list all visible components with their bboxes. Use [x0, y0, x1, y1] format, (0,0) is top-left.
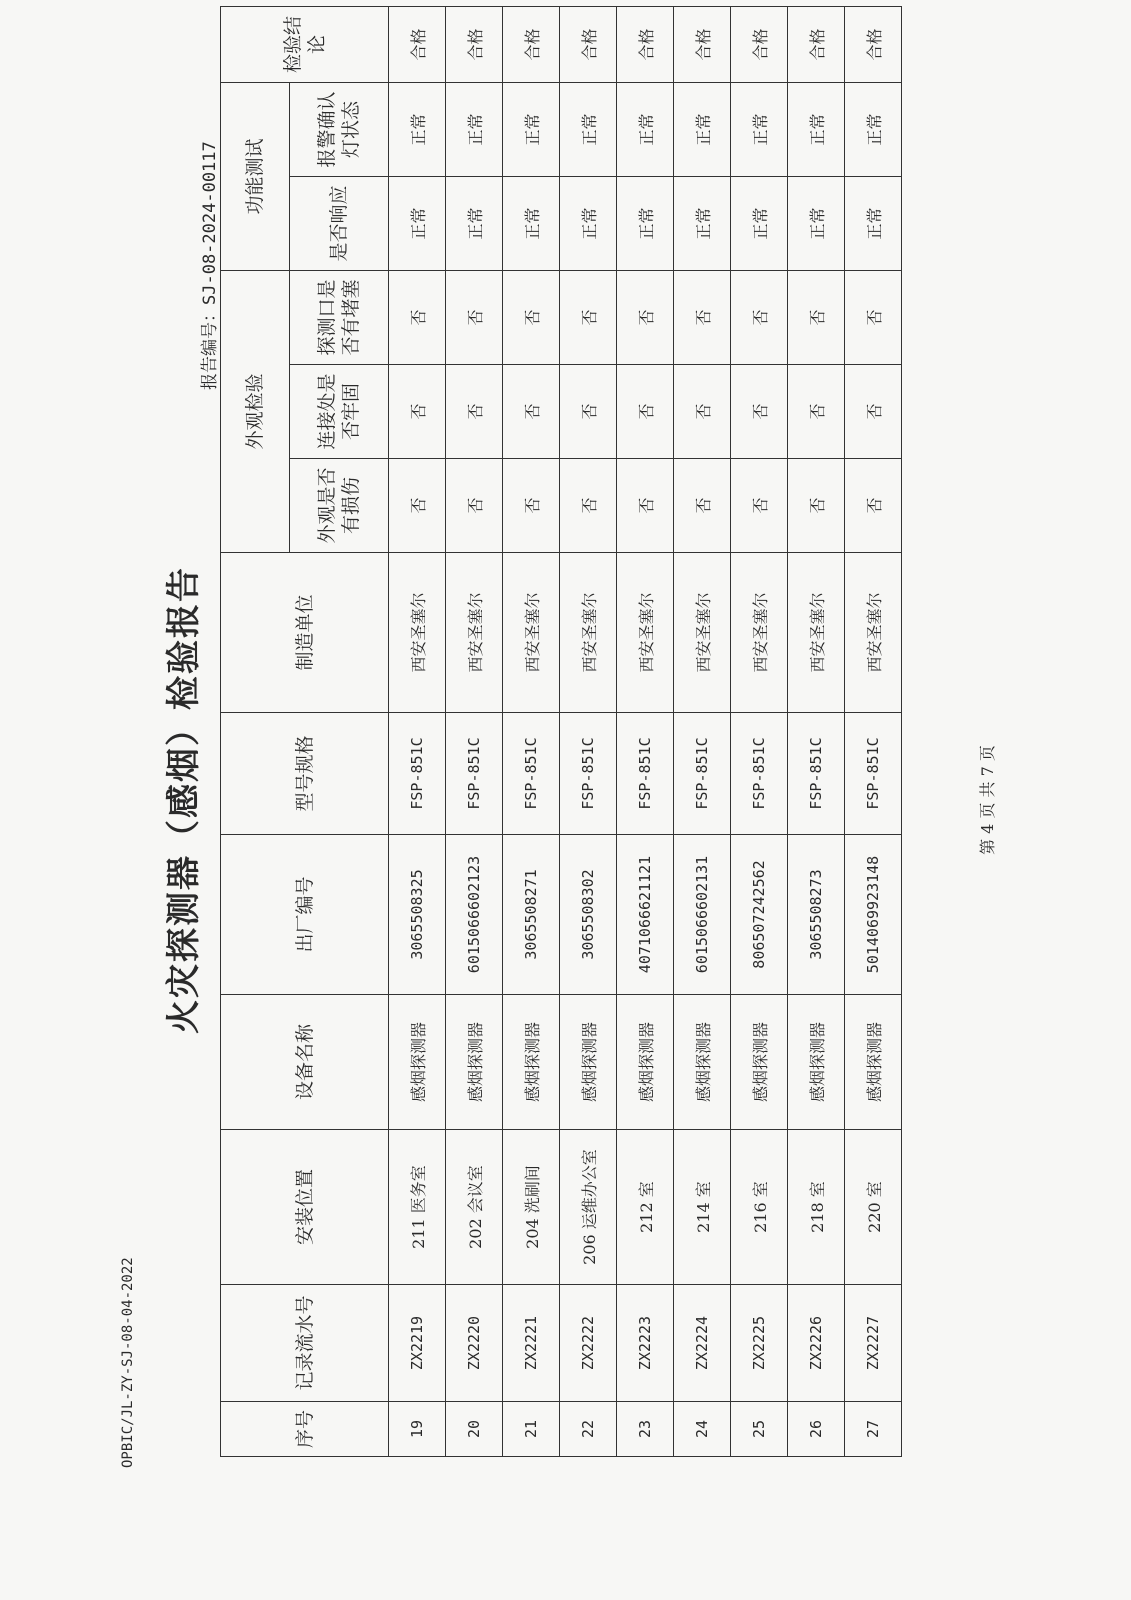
header-conclusion: 检验结论 — [221, 6, 389, 82]
table-row — [389, 6, 446, 1456]
cell-location: 214 室 — [674, 1130, 731, 1285]
cell-damage: 否 — [788, 459, 845, 553]
cell-conclusion: 合格 — [731, 6, 788, 82]
header-app-damage: 外观是否有损伤 — [290, 459, 389, 553]
cell-conclusion: 合格 — [674, 6, 731, 82]
document-code: OPBIC/JL-ZY-SJ-08-04-2022 — [120, 1257, 136, 1468]
cell-serial: 6015066602123 — [446, 835, 503, 995]
cell-response: 正常 — [845, 177, 902, 271]
cell-record-no: ZX2219 — [389, 1285, 446, 1402]
cell-manufacturer: 西安圣塞尔 — [788, 553, 845, 713]
cell-location: 212 室 — [617, 1130, 674, 1285]
cell-response: 正常 — [503, 177, 560, 271]
header-function: 功能测试 — [221, 82, 290, 270]
cell-seq: 21 — [503, 1402, 560, 1457]
cell-seq: 23 — [617, 1402, 674, 1457]
cell-connection: 否 — [446, 365, 503, 459]
cell-location: 211 医务室 — [389, 1130, 446, 1285]
cell-blocked: 否 — [845, 271, 902, 365]
cell-alarm: 正常 — [674, 82, 731, 176]
cell-connection: 否 — [674, 365, 731, 459]
cell-blocked: 否 — [731, 271, 788, 365]
cell-blocked: 否 — [788, 271, 845, 365]
cell-damage: 否 — [674, 459, 731, 553]
table-row — [617, 6, 674, 1456]
cell-location: 204 洗刷间 — [503, 1130, 560, 1285]
cell-device-name: 感烟探测器 — [446, 995, 503, 1130]
cell-damage: 否 — [389, 459, 446, 553]
cell-manufacturer: 西安圣塞尔 — [845, 553, 902, 713]
cell-seq: 20 — [446, 1402, 503, 1457]
cell-alarm: 正常 — [617, 82, 674, 176]
table-row — [788, 6, 845, 1456]
cell-record-no: ZX2220 — [446, 1285, 503, 1402]
cell-serial: 4071066621121 — [617, 835, 674, 995]
cell-serial: 8065072425​62 — [731, 835, 788, 995]
cell-device-name: 感烟探测器 — [503, 995, 560, 1130]
table-row — [560, 6, 617, 1456]
table-row — [674, 6, 731, 1456]
cell-connection: 否 — [389, 365, 446, 459]
cell-blocked: 否 — [389, 271, 446, 365]
cell-blocked: 否 — [560, 271, 617, 365]
cell-alarm: 正常 — [560, 82, 617, 176]
header-fn-response: 是否响应 — [290, 177, 389, 271]
cell-model: FSP-851C — [845, 713, 902, 835]
cell-conclusion: 合格 — [617, 6, 674, 82]
cell-serial: 3065508271 — [503, 835, 560, 995]
cell-manufacturer: 西安圣塞尔 — [731, 553, 788, 713]
table-row — [446, 6, 503, 1456]
cell-blocked: 否 — [617, 271, 674, 365]
cell-record-no: ZX2224 — [674, 1285, 731, 1402]
cell-serial: 3065508302 — [560, 835, 617, 995]
cell-damage: 否 — [731, 459, 788, 553]
cell-device-name: 感烟探测器 — [617, 995, 674, 1130]
header-fn-alarm: 报警确认灯状态 — [290, 82, 389, 176]
cell-response: 正常 — [446, 177, 503, 271]
cell-device-name: 感烟探测器 — [788, 995, 845, 1130]
cell-model: FSP-851C — [617, 713, 674, 835]
cell-response: 正常 — [560, 177, 617, 271]
cell-damage: 否 — [446, 459, 503, 553]
cell-connection: 否 — [731, 365, 788, 459]
page-title: 火灾探测器（感烟）检验报告 — [164, 566, 204, 1034]
cell-location: 220 室 — [845, 1130, 902, 1285]
cell-model: FSP-851C — [674, 713, 731, 835]
cell-connection: 否 — [788, 365, 845, 459]
cell-record-no: ZX2221 — [503, 1285, 560, 1402]
cell-serial: 5014069923148 — [845, 835, 902, 995]
cell-blocked: 否 — [446, 271, 503, 365]
cell-location: 218 室 — [788, 1130, 845, 1285]
cell-response: 正常 — [674, 177, 731, 271]
cell-connection: 否 — [560, 365, 617, 459]
cell-serial: 3065508273 — [788, 835, 845, 995]
cell-manufacturer: 西安圣塞尔 — [446, 553, 503, 713]
cell-device-name: 感烟探测器 — [731, 995, 788, 1130]
cell-response: 正常 — [731, 177, 788, 271]
cell-seq: 24 — [674, 1402, 731, 1457]
cell-alarm: 正常 — [845, 82, 902, 176]
cell-response: 正常 — [617, 177, 674, 271]
header-record-no: 记录流水号 — [221, 1285, 389, 1402]
cell-device-name: 感烟探测器 — [845, 995, 902, 1130]
cell-damage: 否 — [617, 459, 674, 553]
cell-conclusion: 合格 — [389, 6, 446, 82]
inspection-table — [220, 6, 902, 1457]
cell-record-no: ZX2225 — [731, 1285, 788, 1402]
cell-device-name: 感烟探测器 — [560, 995, 617, 1130]
cell-conclusion: 合格 — [503, 6, 560, 82]
cell-manufacturer: 西安圣塞尔 — [560, 553, 617, 713]
cell-model: FSP-851C — [731, 713, 788, 835]
cell-seq: 26 — [788, 1402, 845, 1457]
report-number: 报告编号：SJ-08-2024-00117 — [200, 141, 220, 390]
cell-blocked: 否 — [503, 271, 560, 365]
cell-manufacturer: 西安圣塞尔 — [617, 553, 674, 713]
cell-record-no: ZX2226 — [788, 1285, 845, 1402]
header-appearance: 外观检验 — [221, 271, 290, 553]
cell-location: 206 运维办公室 — [560, 1130, 617, 1285]
header-manufacturer: 制造单位 — [221, 553, 389, 713]
cell-model: FSP-851C — [389, 713, 446, 835]
table-row — [731, 6, 788, 1456]
cell-seq: 27 — [845, 1402, 902, 1457]
table-row — [845, 6, 902, 1456]
cell-conclusion: 合格 — [446, 6, 503, 82]
header-model: 型号规格 — [221, 713, 389, 835]
header-app-blocked: 探测口是否有堵塞 — [290, 271, 389, 365]
cell-seq: 19 — [389, 1402, 446, 1457]
cell-conclusion: 合格 — [560, 6, 617, 82]
cell-location: 202 会议室 — [446, 1130, 503, 1285]
cell-manufacturer: 西安圣塞尔 — [503, 553, 560, 713]
cell-record-no: ZX2222 — [560, 1285, 617, 1402]
cell-serial: 3065508325 — [389, 835, 446, 995]
cell-model: FSP-851C — [503, 713, 560, 835]
header-device-name: 设备名称 — [221, 995, 389, 1130]
cell-alarm: 正常 — [446, 82, 503, 176]
cell-connection: 否 — [503, 365, 560, 459]
cell-alarm: 正常 — [389, 82, 446, 176]
cell-alarm: 正常 — [503, 82, 560, 176]
page-info: 第 4 页 共 7 页 — [978, 745, 997, 855]
header-row-1 — [221, 6, 290, 1456]
cell-conclusion: 合格 — [788, 6, 845, 82]
cell-device-name: 感烟探测器 — [389, 995, 446, 1130]
cell-blocked: 否 — [674, 271, 731, 365]
cell-response: 正常 — [788, 177, 845, 271]
cell-alarm: 正常 — [788, 82, 845, 176]
header-seq: 序号 — [221, 1402, 389, 1457]
header-serial: 出厂编号 — [221, 835, 389, 995]
cell-seq: 22 — [560, 1402, 617, 1457]
cell-conclusion: 合格 — [845, 6, 902, 82]
cell-record-no: ZX2227 — [845, 1285, 902, 1402]
header-app-connection: 连接处是否牢固 — [290, 365, 389, 459]
cell-record-no: ZX2223 — [617, 1285, 674, 1402]
cell-location: 216 室 — [731, 1130, 788, 1285]
cell-damage: 否 — [560, 459, 617, 553]
table-row — [503, 6, 560, 1456]
cell-model: FSP-851C — [446, 713, 503, 835]
cell-response: 正常 — [389, 177, 446, 271]
cell-connection: 否 — [845, 365, 902, 459]
header-location: 安装位置 — [221, 1130, 389, 1285]
cell-model: FSP-851C — [560, 713, 617, 835]
cell-alarm: 正常 — [731, 82, 788, 176]
cell-damage: 否 — [503, 459, 560, 553]
cell-model: FSP-851C — [788, 713, 845, 835]
cell-connection: 否 — [617, 365, 674, 459]
cell-serial: 6015066602131 — [674, 835, 731, 995]
cell-seq: 25 — [731, 1402, 788, 1457]
cell-manufacturer: 西安圣塞尔 — [674, 553, 731, 713]
cell-damage: 否 — [845, 459, 902, 553]
cell-manufacturer: 西安圣塞尔 — [389, 553, 446, 713]
cell-device-name: 感烟探测器 — [674, 995, 731, 1130]
